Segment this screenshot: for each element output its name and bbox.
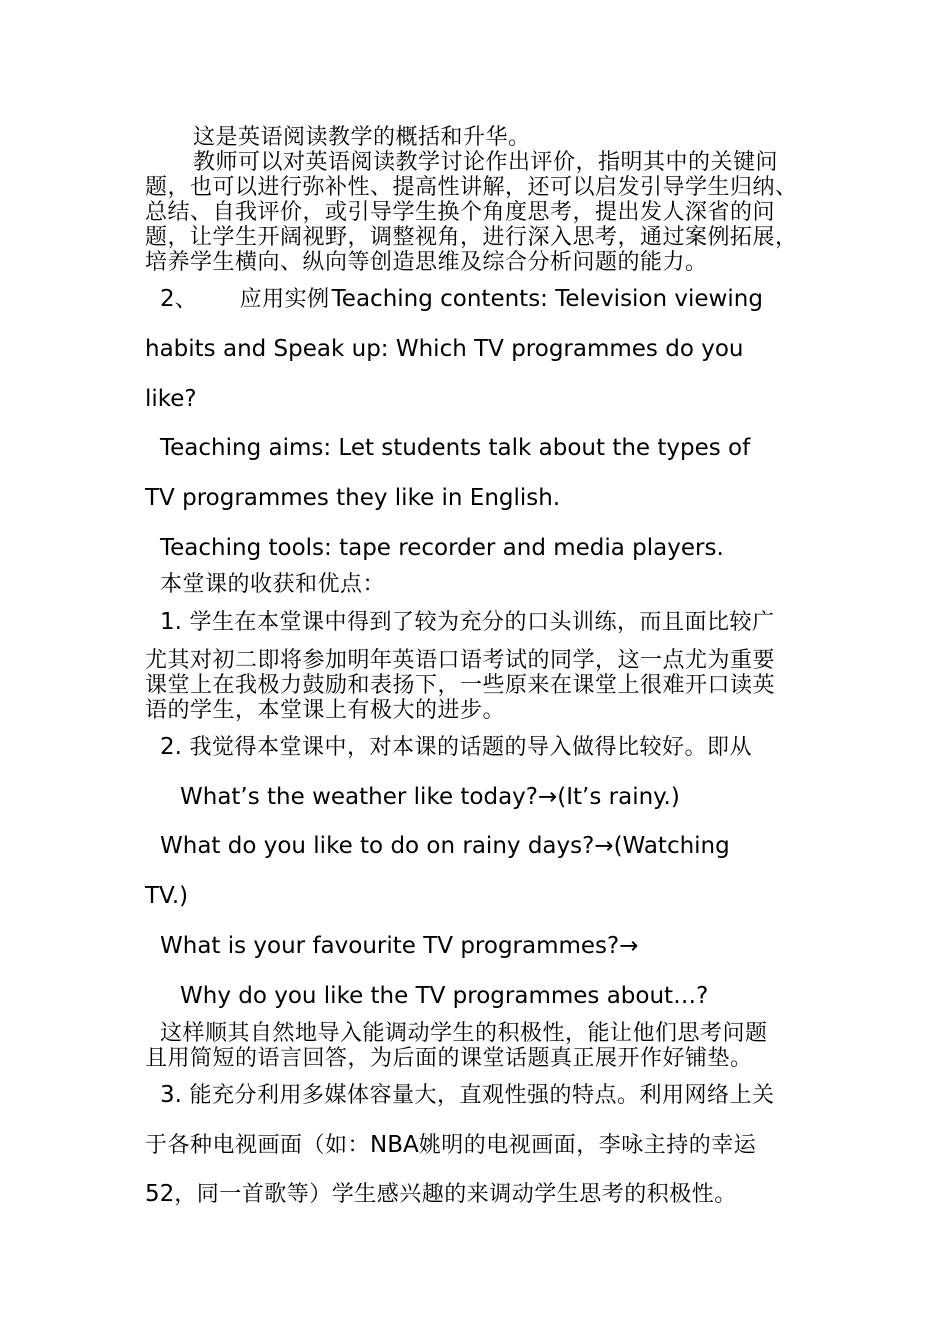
gain-3-line — [145, 1130, 756, 1161]
teaching-aims-line: Teaching aims: Let students talk about the types of — [160, 435, 751, 461]
dialogue-question-continued: TV.) — [145, 883, 189, 909]
gain-text: 能充分利用多媒体容量大，直观性强的特点。利用网络上关 — [189, 1083, 775, 1108]
paragraph-evaluation-line: 题，也可以进行弥补性、提高性讲解，还可以启发引导学生归纳、 — [145, 175, 798, 200]
dialogue-question: What do you like to do on rainy days?→(Watching — [160, 833, 730, 859]
gain-text: 学生在本堂课中得到了较为充分的口头训练，而且面比较广 — [189, 610, 775, 635]
paragraph-summary: 这是英语阅读教学的概括和升华。 — [193, 125, 531, 150]
paragraph-evaluation-line: 题，让学生开阔视野，调整视角，进行深入思考，通过案例拓展， — [145, 225, 798, 250]
paragraph-evaluation-line: 总结、自我评价，或引导学生换个角度思考，提出发人深省的问 — [145, 200, 776, 225]
gain-text-en: NBA — [370, 1132, 419, 1158]
gain-1-line — [160, 607, 774, 638]
dialogue-question: What is your favourite TV programmes?→ — [160, 933, 639, 959]
commentary-line: 且用简短的语言回答，为后面的课堂话题真正展开作好铺垫。 — [145, 1046, 753, 1071]
gain-1-line: 尤其对初二即将参加明年英语口语考试的同学，这一点尤为重要 — [145, 648, 776, 673]
gain-text: 姚明的电视画面，李咏主持的幸运 — [418, 1133, 757, 1158]
section-label: 应用实例 — [239, 287, 330, 312]
dialogue-question: What’s the weather like today?→(It’s rainy.) — [180, 784, 680, 810]
gain-1-line: 语的学生，本堂课上有极大的进步。 — [145, 698, 506, 723]
gain-number: 2. — [160, 734, 182, 760]
gain-text: 于各种电视画面（如： — [145, 1133, 371, 1158]
teaching-contents-line: like? — [145, 386, 197, 412]
gain-3-line — [145, 1179, 737, 1210]
gains-title: 本堂课的收获和优点： — [160, 572, 386, 597]
gain-2-line — [160, 732, 752, 763]
gain-number: 3. — [160, 1082, 182, 1108]
section-number: 2、 — [160, 286, 198, 312]
teaching-contents-line: habits and Speak up: Which TV programmes do you — [145, 336, 744, 362]
section-2-heading — [160, 284, 763, 315]
gain-text: ，同一首歌等）学生感兴趣的来调动学生思考的积极性。 — [174, 1182, 737, 1207]
teaching-tools: Teaching tools: tape recorder and media players. — [160, 535, 724, 561]
gain-3-line — [160, 1080, 774, 1111]
teaching-aims-line: TV programmes they like in English. — [145, 485, 561, 511]
teaching-contents: Teaching contents: Television viewing — [331, 286, 763, 312]
gain-number: 1. — [160, 609, 182, 635]
gain-text-en: 52 — [145, 1181, 175, 1207]
gain-text: 我觉得本堂课中，对本课的话题的导入做得比较好。即从 — [189, 735, 752, 760]
gain-1-line: 课堂上在我极力鼓励和表扬下，一些原来在课堂上很难开口读英 — [145, 673, 776, 698]
dialogue-question: Why do you like the TV programmes about…? — [180, 983, 709, 1009]
paragraph-evaluation-line: 培养学生横向、纵向等创造思维及综合分析问题的能力。 — [145, 250, 708, 275]
commentary-line: 这样顺其自然地导入能调动学生的积极性，能让他们思考问题 — [160, 1021, 768, 1046]
paragraph-evaluation-line: 教师可以对英语阅读教学讨论作出评价，指明其中的关键问 — [193, 150, 779, 175]
